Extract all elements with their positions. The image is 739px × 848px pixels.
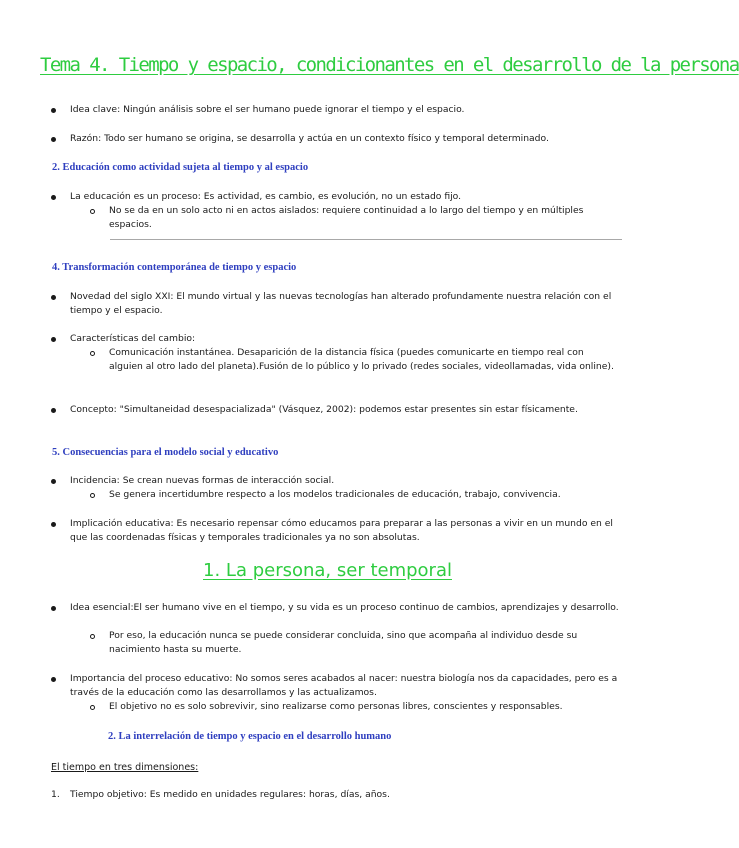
list-item — [51, 332, 621, 346]
list-item — [51, 103, 621, 117]
list-item-text: Importancia del proceso educativo: No somos seres acabados al nacer: nuestra biología nos da capacidades, pero es a través de la educación como las desarrollamos y las actualizamos. — [70, 673, 618, 698]
list-item — [51, 403, 621, 417]
bullet-icon — [51, 522, 56, 527]
list-item-text: Tiempo objetivo: Es medido en unidades regulares: horas, días, años. — [70, 789, 390, 800]
list-item — [51, 190, 621, 204]
list-item — [51, 601, 621, 615]
list-item-text: Características del cambio: — [70, 333, 196, 344]
section-heading: 5. Consecuencias para el modelo social y educativo — [52, 447, 279, 458]
list-item-text: Implicación educativa: Es necesario repensar cómo educamos para preparar a las personas a vivir en un mundo en el que las coordenadas físicas y temporales tradicionales ya no son absolutas. — [70, 518, 613, 543]
sub-list-item — [90, 488, 620, 502]
sub-list-item — [90, 204, 620, 232]
list-item-text: Se genera incertidumbre respecto a los modelos tradicionales de educación, trabajo, convivencia. — [109, 489, 561, 500]
list-item-text: Por eso, la educación nunca se puede considerar concluida, sino que acompaña al individuo desde su nacimiento hasta su muerte. — [109, 630, 578, 655]
bullet-icon — [51, 195, 56, 200]
bullet-icon — [51, 677, 56, 682]
section-heading: 2. Educación como actividad sujeta al tiempo y al espacio — [52, 162, 309, 173]
list-item-text: Novedad del siglo XXI: El mundo virtual y las nuevas tecnologías han alterado profundamente nuestra relación con el tiempo y el espacio. — [70, 291, 612, 316]
sub-section-heading: 2. La interrelación de tiempo y espacio en el desarrollo humano — [108, 731, 392, 742]
bullet-icon — [51, 408, 56, 413]
list-item-text: Razón: Todo ser humano se origina, se desarrolla y actúa en un contexto físico y temporal determinado. — [70, 133, 549, 144]
list-item-text: Idea esencial:El ser humano vive en el tiempo, y su vida es un proceso continuo de cambios, aprendizajes y desarrollo. — [70, 602, 619, 613]
list-item — [51, 474, 621, 488]
sub-list-item — [90, 346, 620, 374]
bullet-icon — [51, 137, 56, 142]
bullet-icon — [51, 606, 56, 611]
sub-list-item — [90, 700, 620, 714]
list-item-text: Concepto: "Simultaneidad desespacializada" (Vásquez, 2002): podemos estar presentes sin estar físicamente. — [70, 404, 578, 415]
section-heading: 4. Transformación contemporánea de tiempo y espacio — [52, 262, 297, 273]
dimensions-label: El tiempo en tres dimensiones: — [51, 762, 199, 773]
part-heading: 1. La persona, ser temporal — [203, 560, 452, 581]
list-item-text: Idea clave: Ningún análisis sobre el ser humano puede ignorar el tiempo y el espacio. — [70, 104, 465, 115]
numbered-item — [51, 788, 621, 802]
bullet-icon — [51, 295, 56, 300]
sub-bullet-icon — [90, 493, 95, 498]
sub-bullet-icon — [90, 705, 95, 710]
sub-bullet-icon — [90, 209, 95, 214]
list-item-text: Comunicación instantánea. Desaparición de la distancia física (puedes comunicarte en tiempo real con alguien al otro lado del planeta).Fusión de lo público y lo privado (redes sociales, videollamadas, vida online). — [109, 347, 614, 372]
list-item-text: El objetivo no es solo sobrevivir, sino realizarse como personas libres, conscientes y responsables. — [109, 701, 563, 712]
list-item — [51, 517, 621, 545]
list-item — [51, 132, 621, 146]
list-item-text: No se da en un solo acto ni en actos aislados: requiere continuidad a lo largo del tiempo y en múltiples espacios. — [109, 205, 584, 230]
sub-list-item — [90, 629, 620, 657]
sub-bullet-icon — [90, 634, 95, 639]
list-item-text: Incidencia: Se crean nuevas formas de interacción social. — [70, 475, 335, 486]
document-title: Tema 4. Tiempo y espacio, condicionantes en el desarrollo de la persona — [40, 54, 739, 76]
list-item — [51, 290, 621, 318]
divider — [110, 239, 622, 240]
bullet-icon — [51, 479, 56, 484]
list-item — [51, 672, 621, 700]
item-number: 1. — [51, 789, 60, 800]
list-item-text: La educación es un proceso: Es actividad, es cambio, es evolución, no un estado fijo. — [70, 191, 462, 202]
bullet-icon — [51, 108, 56, 113]
bullet-icon — [51, 337, 56, 342]
sub-bullet-icon — [90, 351, 95, 356]
